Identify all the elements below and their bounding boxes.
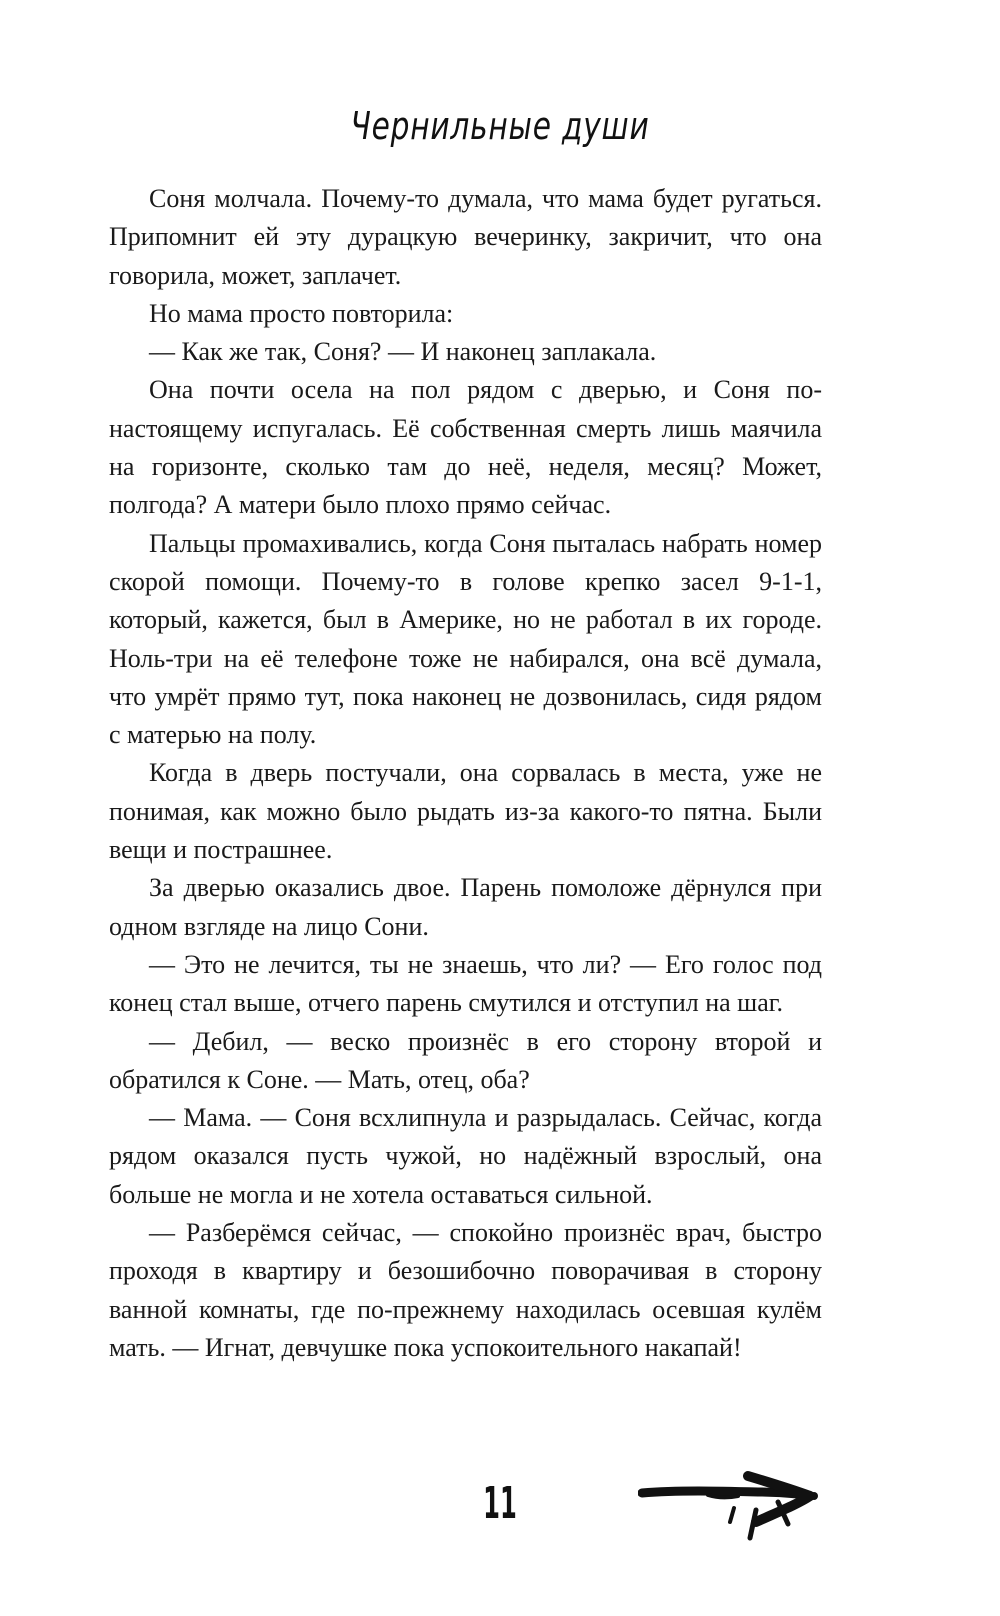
- paragraph: За дверью оказались двое. Парень помоложе дёрнулся при одном взгляде на лицо Сони.: [109, 873, 822, 941]
- paragraph: — Как же так, Соня? — И наконец заплакала.: [149, 337, 657, 367]
- paragraph: Пальцы промахивались, когда Соня пыталась набрать номер скорой помощи. Почему-то в голове крепко засел 9-1-1, который, кажется, был в Америке, но не работал в их городе. Ноль-три на её телефоне тоже не набирался, она всё думала, что умрёт прямо тут, пока наконец не дозвонилась, сидя рядом с матерью на полу.: [109, 528, 822, 750]
- paragraph: — Мама. — Соня всхлипнула и разрыдалась. Сейчас, когда рядом оказался пусть чужой, но надёжный взрослый, она больше не могла и не хотела оставаться сильной.: [109, 1103, 822, 1209]
- paragraph: Но мама просто повторила:: [149, 298, 454, 328]
- running-title: Чернильные души: [350, 104, 650, 148]
- paragraph: Соня молчала. Почему-то думала, что мама будет ругаться. Припомнит ей эту дурацкую вечеринку, закричит, что она говорила, может, заплачет.: [109, 184, 822, 290]
- body-text: [109, 180, 822, 1367]
- paragraph: Когда в дверь постучали, она сорвалась в места, уже не понимая, как можно было рыдать из-за какого-то пятна. Были вещи и пострашнее.: [109, 758, 822, 865]
- paragraph: Она почти осела на пол рядом с дверью, и Соня по-настоящему испугалась. Её собственная смерть лишь маячила на горизонте, сколько там до неё, неделя, месяц? Может, полгода? А матери было плохо прямо сейчас.: [109, 375, 822, 520]
- page-number: 11: [483, 1478, 517, 1529]
- paragraph: — Это не лечится, ты не знаешь, что ли? — Его голос под конец стал выше, отчего парень смутился и отступил на шаг.: [109, 949, 822, 1018]
- paragraph: — Разберёмся сейчас, — спокойно произнёс врач, быстро проходя в квартиру и безошибочно поворачивая в сторону ванной комнаты, где по-прежнему находилась осевшая кулём мать. — Игнат, девчушке пока успокоительного накапай!: [109, 1218, 822, 1362]
- hand-drawn-arrow-right-icon: [638, 1462, 822, 1542]
- paragraph: — Дебил, — веско произнёс в его сторону второй и обратился к Соне. — Мать, отец, оба?: [109, 1026, 822, 1094]
